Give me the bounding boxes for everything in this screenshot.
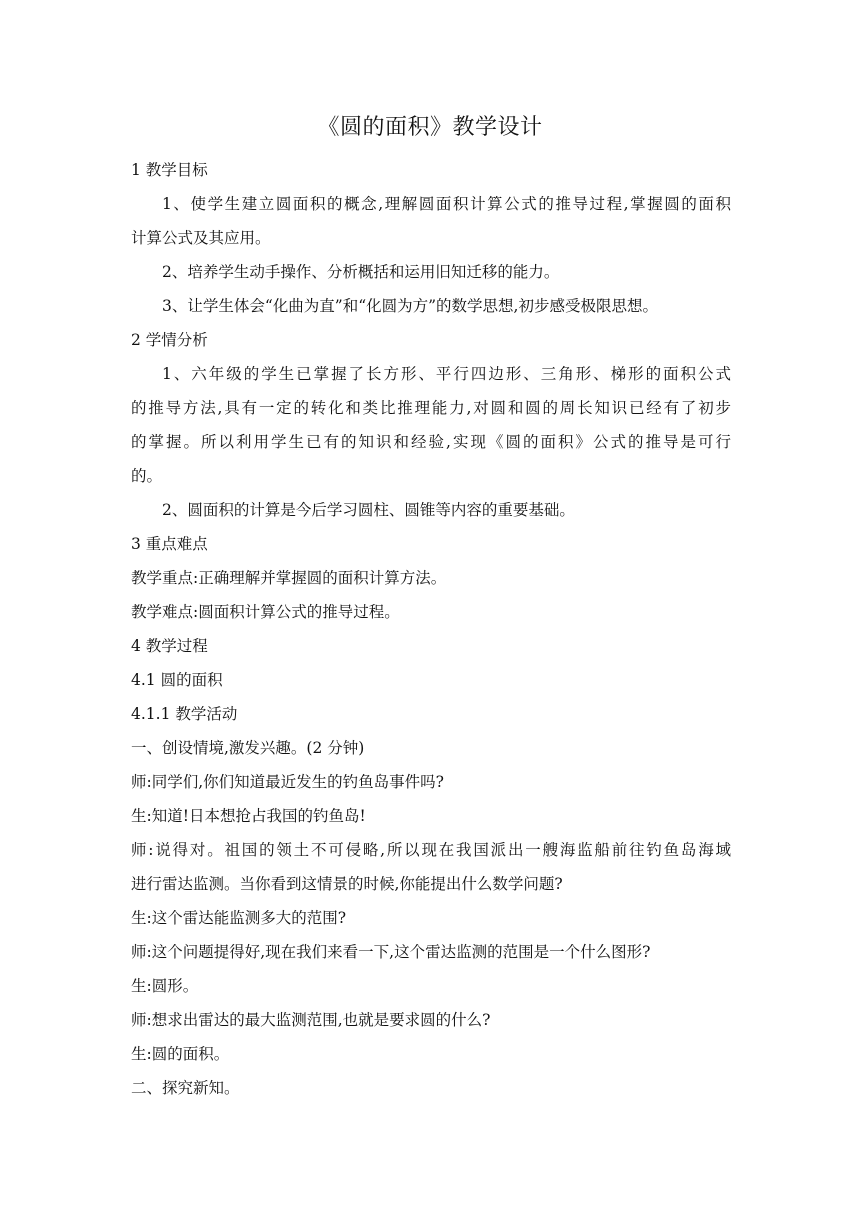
document-title: 《圆的面积》教学设计 — [317, 115, 543, 140]
document-body — [131, 153, 731, 1105]
text-line: 师:说得对。祖国的领土不可侵略,所以现在我国派出一艘海监船前往钓鱼岛海域 — [131, 841, 731, 859]
text-line: 师:这个问题提得好,现在我们来看一下,这个雷达监测的范围是一个什么图形? — [131, 943, 651, 961]
text-line: 生:圆形。 — [131, 977, 199, 995]
text-line: 师:想求出雷达的最大监测范围,也就是要求圆的什么? — [131, 1011, 491, 1029]
text-line: 的推导方法,具有一定的转化和类比推理能力,对圆和圆的周长知识已经有了初步 — [131, 399, 731, 417]
text-line: 生:这个雷达能监测多大的范围? — [131, 909, 347, 927]
text-line: 4.1 圆的面积 — [131, 671, 223, 689]
text-line: 1、使学生建立圆面积的概念,理解圆面积计算公式的推导过程,掌握圆的面积 — [162, 195, 731, 213]
text-line: 生:圆的面积。 — [131, 1045, 230, 1063]
text-line: 2、圆面积的计算是今后学习圆柱、圆锥等内容的重要基础。 — [162, 501, 575, 519]
text-line: 一、创设情境,激发兴趣。(2 分钟) — [131, 739, 365, 757]
text-line: 1、六年级的学生已掌握了长方形、平行四边形、三角形、梯形的面积公式 — [162, 365, 731, 383]
text-line: 师:同学们,你们知道最近发生的钓鱼岛事件吗? — [131, 773, 444, 791]
text-line: 4 教学过程 — [131, 637, 208, 655]
text-line: 2、培养学生动手操作、分析概括和运用旧知迁移的能力。 — [162, 263, 560, 281]
text-line: 3、让学生体会“化曲为直”和“化圆为方”的数学思想,初步感受极限思想。 — [162, 297, 658, 315]
text-line: 1 教学目标 — [131, 161, 208, 179]
text-line: 进行雷达监测。当你看到这情景的时候,你能提出什么数学问题? — [131, 875, 563, 893]
text-line: 教学重点:正确理解并掌握圆的面积计算方法。 — [131, 569, 447, 587]
text-line: 的。 — [131, 467, 163, 485]
text-line: 计算公式及其应用。 — [131, 229, 271, 247]
text-line: 3 重点难点 — [131, 535, 208, 553]
text-line: 二、探究新知。 — [131, 1079, 240, 1097]
text-line: 教学难点:圆面积计算公式的推导过程。 — [131, 603, 400, 621]
text-line: 2 学情分析 — [131, 331, 208, 349]
text-line: 4.1.1 教学活动 — [131, 705, 238, 723]
text-line: 生:知道!日本想抢占我国的钓鱼岛! — [131, 807, 366, 825]
text-line: 的掌握。所以利用学生已有的知识和经验,实现《圆的面积》公式的推导是可行 — [131, 433, 731, 451]
